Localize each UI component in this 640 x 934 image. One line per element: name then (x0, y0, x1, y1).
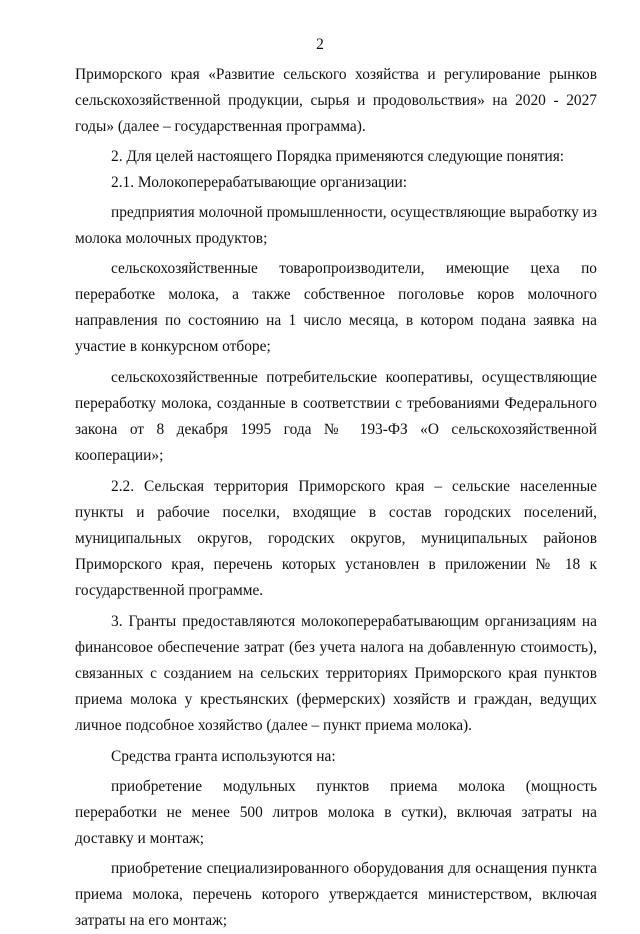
paragraph-agri-producers: сельскохозяйственные товаропроизводители, имеющие цеха по переработке молока, а также собственное поголовье коров молочного направления по состоянию на 1 число месяца, в котором подана заявка на участие в конкурсном отборе; (75, 260, 597, 355)
paragraph-equipment: приобретение специализированного оборудования для оснащения пункта приема молока, перечень которого утверждается министерством, включая затраты на его монтаж; (75, 860, 597, 929)
paragraph-cooperatives: сельскохозяйственные потребительские кооперативы, осуществляющие переработку молока, созданные в соответствии с требованиями Федерального закона от 8 декабря 1995 года № 193-ФЗ «О сельскохозяйственной кооперации»; (75, 369, 597, 464)
page-number: 2 (316, 36, 324, 53)
paragraph-rural-territory: 2.2. Сельская территория Приморского края – сельские населенные пункты и рабочие поселки, входящие в состав городских поселений, муниципальных округов, городских округов, муниципальных районов Приморского края, перечень которых установлен в приложении № 18 к государственной программе. (75, 478, 597, 599)
paragraph-modular-points: приобретение модульных пунктов приема молока (мощность переработки не менее 500 литров молока в сутки), включая затраты на доставку и монтаж; (75, 778, 597, 847)
paragraph-definitions-intro: 2. Для целей настоящего Порядка применяются следующие понятия: (111, 148, 565, 165)
paragraph-grants: 3. Гранты предоставляются молокоперерабатывающим организациям на финансовое обеспечение затрат (без учета налога на добавленную стоимость), связанных с созданием на сельских территориях Приморского края пунктов приема молока у крестьянских (фермерских) хозяйств и граждан, ведущих личное подсобное хозяйство (далее – пункт приема молока). (75, 613, 597, 734)
paragraph-grant-usage-intro: Средства гранта используются на: (111, 748, 336, 765)
paragraph-dairy-orgs-heading: 2.1. Молокоперерабатывающие организации: (111, 174, 408, 191)
paragraph-dairy-enterprises: предприятия молочной промышленности, осуществляющие выработку из молока молочных продуктов; (75, 204, 597, 247)
paragraph-program-title: Приморского края «Развитие сельского хозяйства и регулирование рынков сельскохозяйственной продукции, сырья и продовольствия» на 2020 - 2027 годы» (далее – государственная программа). (75, 66, 597, 135)
document-body (75, 62, 597, 934)
